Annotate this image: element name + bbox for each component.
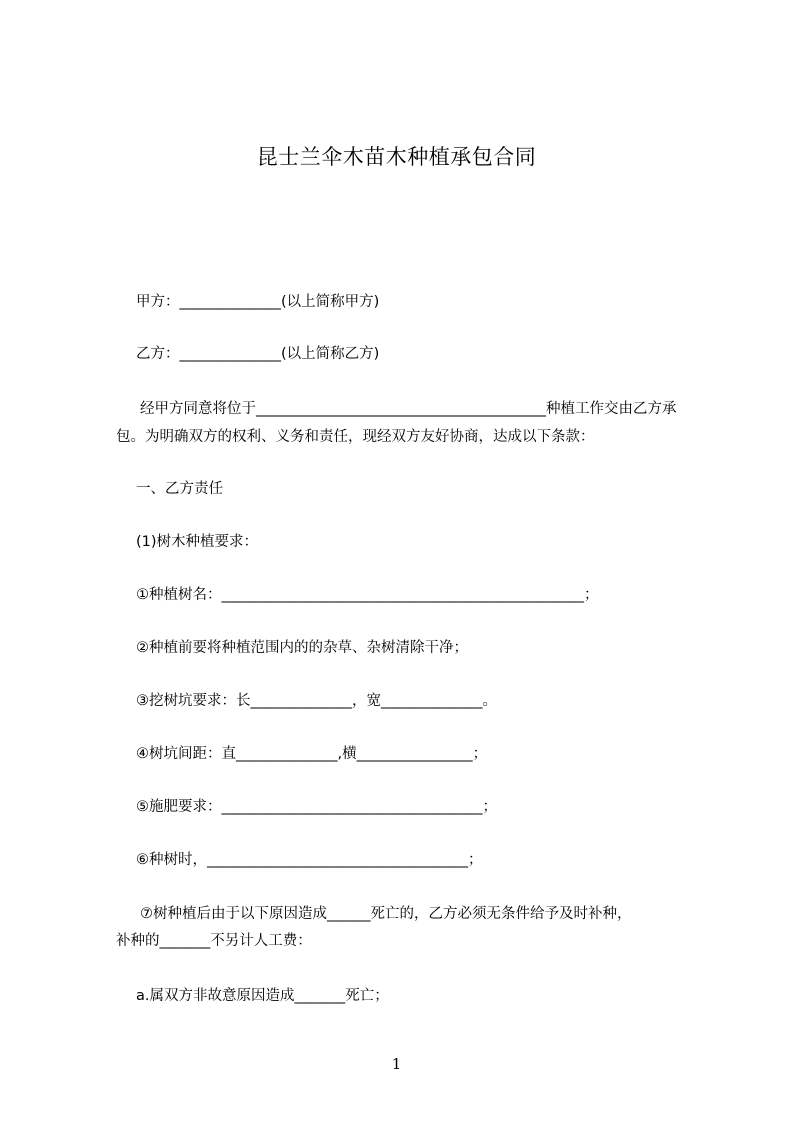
document-title: 昆士兰伞木苗木种植承包合同: [256, 145, 537, 169]
page-number: 1: [391, 1055, 402, 1073]
clause-item: ③挖树坑要求：长______________，宽______________。: [136, 693, 497, 709]
clause-item-7-line-1: ⑦树种植后由于以下原因造成______死亡的，乙方必须无条件给予及时补种，: [140, 906, 632, 922]
clause-sub-item: a.属双方非故意原因造成_______死亡；: [136, 988, 389, 1004]
party-a-line: 甲方：______________(以上简称甲方): [136, 294, 380, 310]
clause-item: ①种植树名：__________________________________________________；: [136, 587, 599, 603]
clause-item: ④树坑间距：直______________,横________________；: [136, 746, 488, 762]
intro-line-1: 经甲方同意将位于________________________________________种植工作交由乙方承: [140, 401, 677, 417]
clause-item: ⑥种树时，____________________________________；: [136, 852, 483, 868]
subsection-heading: (1)树木种植要求：: [136, 534, 259, 550]
party-b-line: 乙方：______________(以上简称乙方): [136, 346, 380, 362]
section-heading: 一、乙方责任: [136, 481, 223, 497]
clause-item: ⑤施肥要求：____________________________________；: [136, 799, 497, 815]
clause-item-7-line-2: 补种的_______不另计人工费：: [116, 933, 312, 949]
intro-line-2: 包。为明确双方的权利、义务和责任，现经双方友好协商，达成以下条款：: [116, 429, 595, 445]
clause-item: ②种植前要将种植范围内的的杂草、杂树清除干净；: [136, 640, 468, 656]
